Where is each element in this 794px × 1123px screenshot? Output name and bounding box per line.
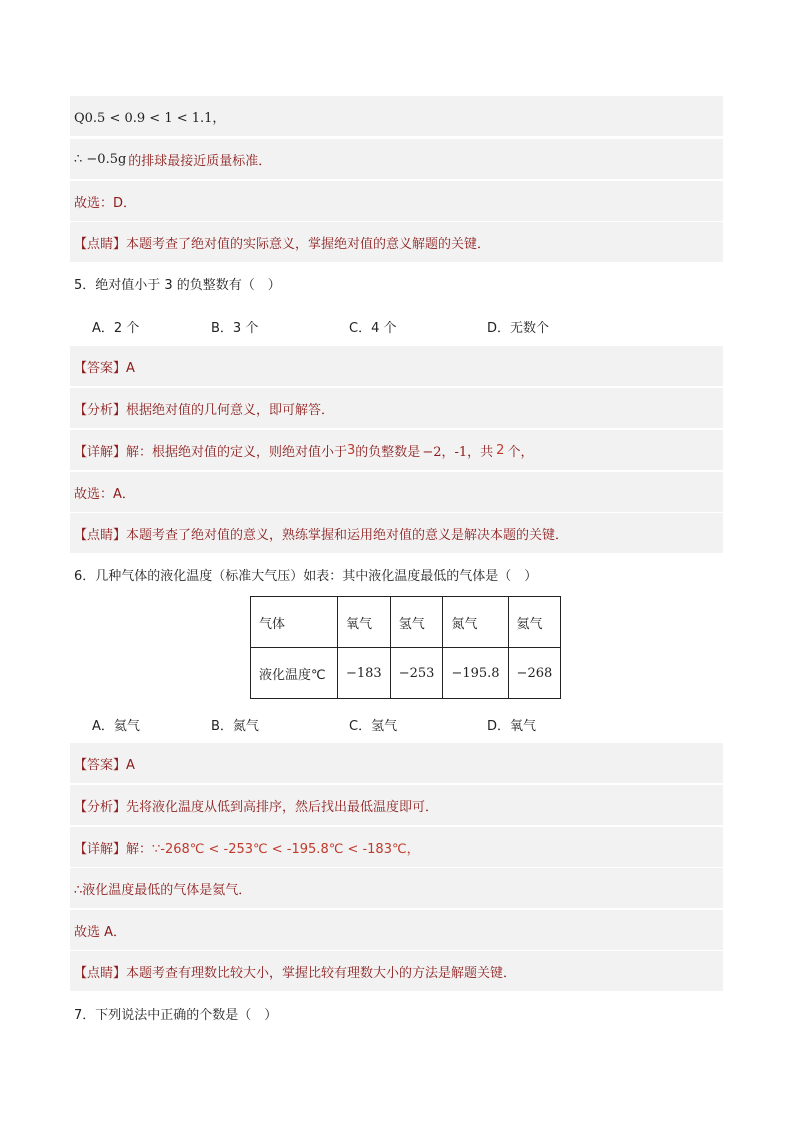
- q5-question: 5．绝对值小于 3 的负整数有（ ）: [74, 277, 281, 293]
- q6-conclusion-line: [70, 868, 723, 908]
- table-cell-helium: −268: [508, 648, 561, 699]
- q5-comment-line: [70, 513, 723, 553]
- q6-option-b: B．氮气: [211, 719, 259, 734]
- table-row-label: 液化温度℃: [251, 648, 338, 699]
- q5-answer-line: [70, 346, 723, 386]
- q5-detail-count: 2: [496, 442, 505, 458]
- q6-analysis: 【分析】先将液化温度从低到高排序，然后找出最低温度即可．: [74, 799, 439, 815]
- q5-detail-line: [70, 430, 723, 470]
- q5-option-c: C．4 个: [349, 321, 397, 336]
- q4-comment: 【点睛】本题考查了绝对值的实际意义，掌握绝对值的意义解题的关键．: [74, 236, 491, 252]
- table-row: [251, 648, 561, 699]
- q6-conclusion: ∴液化温度最低的气体是氦气．: [74, 882, 252, 898]
- q5-analysis: 【分析】根据绝对值的几何意义，即可解答．: [74, 402, 335, 418]
- q5-question-line: [70, 263, 723, 303]
- q6-comment-line: [70, 951, 723, 991]
- q5-comment: 【点睛】本题考查了绝对值的意义，熟练掌握和运用绝对值的意义是解决本题的关键．: [74, 527, 569, 543]
- q4-inequality-line: [70, 96, 723, 136]
- q5-detail-prefix: 【详解】解：根据绝对值的定义，则绝对值小于: [74, 444, 348, 460]
- table-header-nitrogen: 氮气: [443, 597, 508, 648]
- table-header-hydrogen: 氢气: [390, 597, 443, 648]
- q7-question-line: [70, 993, 723, 1033]
- q5-option-b: B．3 个: [211, 321, 259, 336]
- table-row: [251, 597, 561, 648]
- q6-analysis-line: [70, 785, 723, 825]
- q5-detail-vals: −2，-1，: [422, 444, 481, 460]
- q5-detail-count-prefix: 共: [480, 444, 494, 460]
- q5-option-a: A．2 个: [92, 321, 140, 336]
- table-header-helium: 氦气: [508, 597, 561, 648]
- q6-option-a: A．氦气: [92, 719, 140, 734]
- q5-answer: 【答案】A: [74, 360, 135, 376]
- q4-conclusion-math: ∴ −0.5g: [74, 151, 127, 167]
- q5-detail-suffix: 个，: [507, 444, 534, 460]
- q4-inequality: Q0.5 < 0.9 < 1 < 1.1，: [74, 110, 226, 126]
- table-cell-nitrogen: −195.8: [443, 648, 508, 699]
- q6-answer: 【答案】A: [74, 757, 135, 773]
- q5-choice-line: [70, 472, 723, 512]
- q4-choice: 故选：D．: [74, 195, 137, 211]
- table-cell-hydrogen: −253: [390, 648, 443, 699]
- q6-question: 6．几种气体的液化温度（标准大气压）如表：其中液化温度最低的气体是（ ）: [74, 568, 538, 584]
- q6-detail-prefix: 【详解】解：: [74, 841, 153, 857]
- q6-detail-line: [70, 827, 723, 867]
- q6-question-line: [70, 554, 723, 594]
- q4-comment-line: [70, 222, 723, 262]
- q5-option-d: D．无数个: [487, 321, 550, 336]
- q6-comment: 【点睛】本题考查有理数比较大小，掌握比较有理数大小的方法是解题关键．: [74, 965, 517, 981]
- q4-conclusion-text: 的排球最接近质量标准．: [128, 153, 272, 169]
- table-header-oxygen: 氧气: [338, 597, 391, 648]
- table-header-gas: 气体: [251, 597, 338, 648]
- q6-answer-line: [70, 743, 723, 783]
- q5-choice: 故选：A．: [74, 486, 135, 502]
- q5-analysis-line: [70, 388, 723, 428]
- q6-option-d: D．氧气: [487, 719, 537, 734]
- q6-detail-math: ∵-268℃ < -253℃ < -195.8℃ < -183℃，: [152, 841, 420, 857]
- table-cell-oxygen: −183: [338, 648, 391, 699]
- q4-conclusion-line: [70, 139, 723, 179]
- q7-question: 7．下列说法中正确的个数是（ ）: [74, 1007, 278, 1023]
- q5-detail-num: 3: [347, 442, 356, 458]
- q5-detail-mid: 的负整数是: [355, 444, 421, 460]
- q6-choice-line: [70, 910, 723, 950]
- gas-liquefaction-table: [250, 596, 561, 699]
- q6-choice: 故选 A．: [74, 924, 127, 940]
- q4-choice-line: [70, 181, 723, 221]
- q6-option-c: C．氢气: [349, 719, 398, 734]
